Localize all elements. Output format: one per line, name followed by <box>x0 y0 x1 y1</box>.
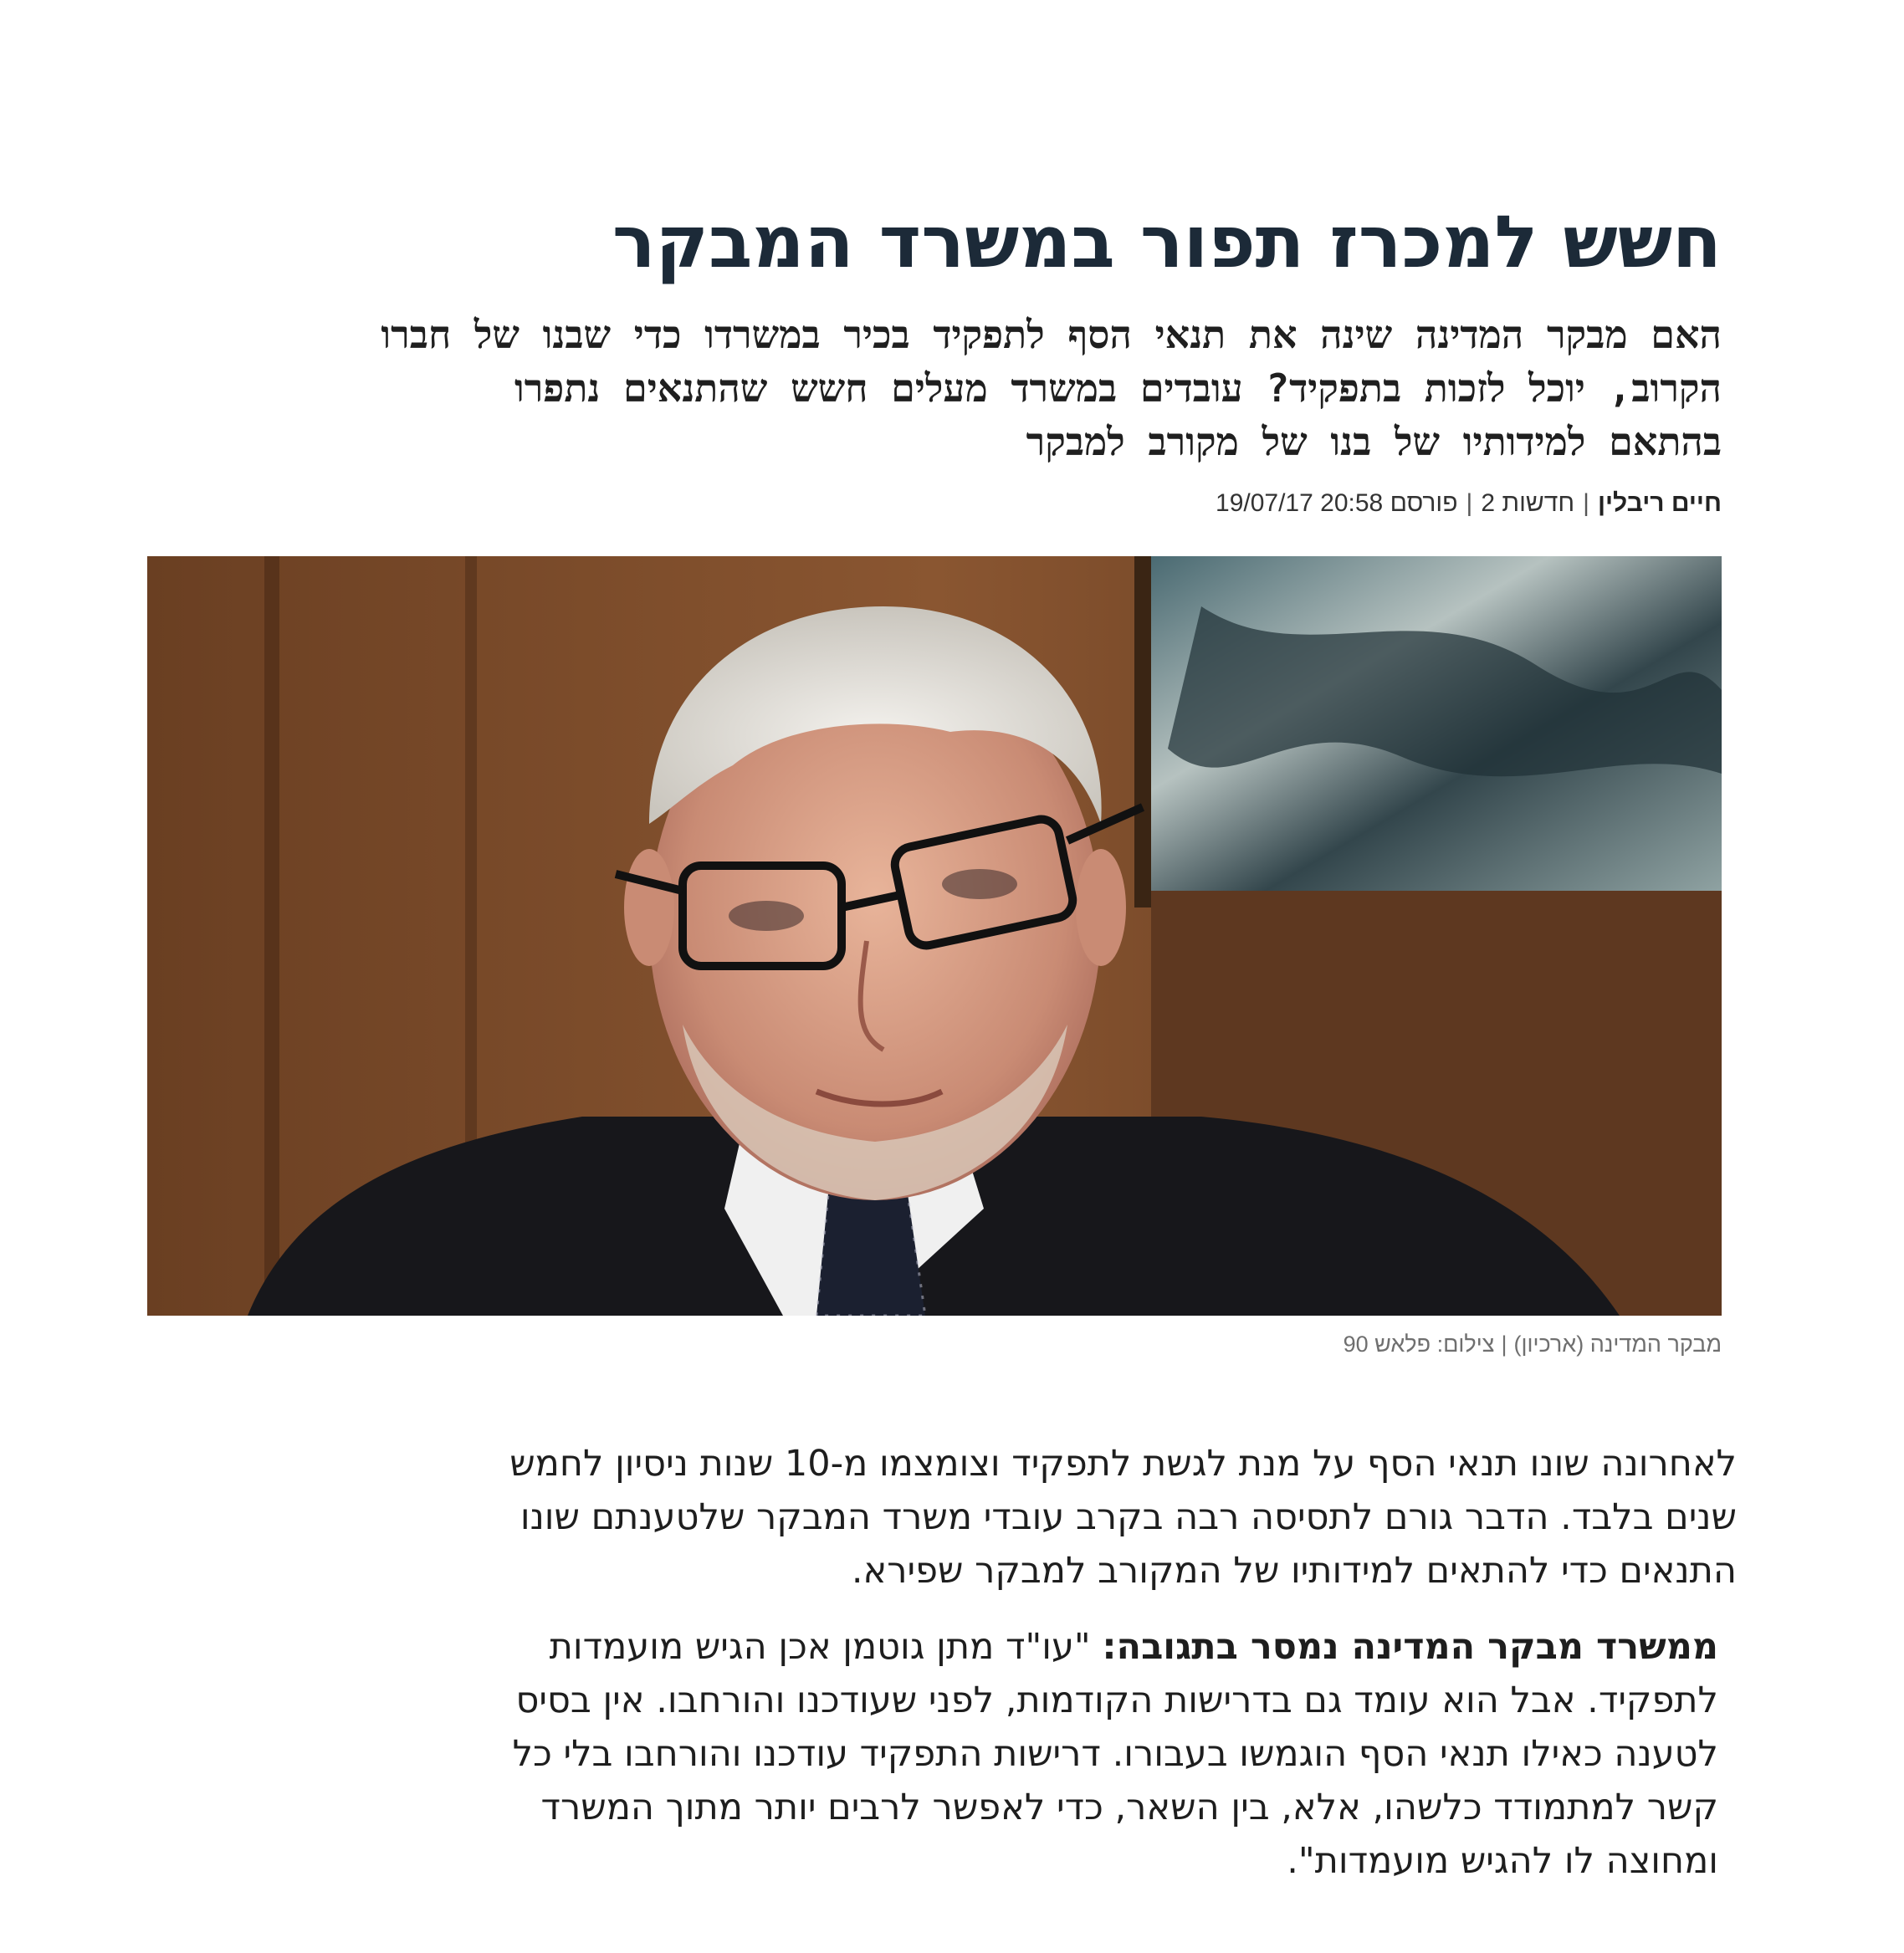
paragraph-line: שנים בלבד. הדבר גורם לתסיסה רבה בקרב עובדי משרד המבקר שלטענתם שונו <box>520 1496 1737 1538</box>
article-headline: חשש למכרז תפור במשרד המבקר <box>612 201 1722 284</box>
paragraph-line: קשר למתמודד כלשהו, אלא, בין השאר, כדי לאפשר לרבים יותר מתוך המשרד <box>540 1787 1718 1828</box>
subheadline-line: בהתאם למידותיו של בנו של מקורב למבקר <box>1026 419 1722 464</box>
published-time: 20:58 <box>1320 489 1384 517</box>
paragraph-line: לתפקיד. אבל הוא עומד גם בדרישות הקודמות, לפני שעודכנו והורחבו. אין בסיס <box>515 1679 1718 1721</box>
paragraph-line <box>45 1620 1718 1674</box>
caption-text: מבקר המדינה (ארכיון) <box>1513 1332 1722 1357</box>
published-date: 19/07/17 <box>1216 489 1313 517</box>
article-hero-image <box>147 556 1722 1316</box>
caption-separator: | <box>1501 1332 1507 1357</box>
subheadline-line: האם מבקר המדינה שינה את תנאי הסף לתפקיד בכיר במשרדו כדי שבנו של חברו <box>381 312 1722 357</box>
byline-separator: | <box>1583 489 1589 517</box>
article-subheadline <box>132 308 1722 468</box>
byline <box>1216 487 1722 520</box>
subheadline-line: הקרוב, יוכל לזכות בתפקיד? עובדים במשרד מעלים חשש שהתנאים נתפרו <box>514 366 1722 411</box>
paragraph-line: לאחרונה שונו תנאי הסף על מנת לגשת לתפקיד וצומצמו מ-10 שנות ניסיון לחמש <box>509 1443 1737 1485</box>
published-label: פורסם <box>1390 489 1458 517</box>
paragraph-line: ומחוצה לו להגיש מועמדות". <box>1287 1840 1718 1882</box>
response-lead: ממשרד מבקר המדינה נמסר בתגובה: <box>1102 1626 1718 1668</box>
paragraph-line: לטענה כאילו תנאי הסף הוגמשו בעבורו. דרישות התפקיד עודכנו והורחבו בלי כל <box>512 1733 1718 1775</box>
body-paragraph-1 <box>64 1437 1737 1598</box>
image-caption <box>1344 1329 1722 1359</box>
byline-source: חדשות 2 <box>1481 489 1575 517</box>
body-paragraph-2 <box>45 1620 1718 1888</box>
author-link[interactable]: חיים ריבלין <box>1597 489 1722 517</box>
portrait-photo <box>147 556 1722 1316</box>
paragraph-line-rest: "עו"ד מתן גוטמן אכן הגיש מועמדות <box>549 1626 1103 1668</box>
paragraph-line: התנאים כדי להתאים למידותיו של המקורב למבקר שפירא. <box>851 1550 1737 1592</box>
photo-credit: צילום: פלאש 90 <box>1343 1332 1495 1357</box>
byline-separator: | <box>1466 489 1473 517</box>
